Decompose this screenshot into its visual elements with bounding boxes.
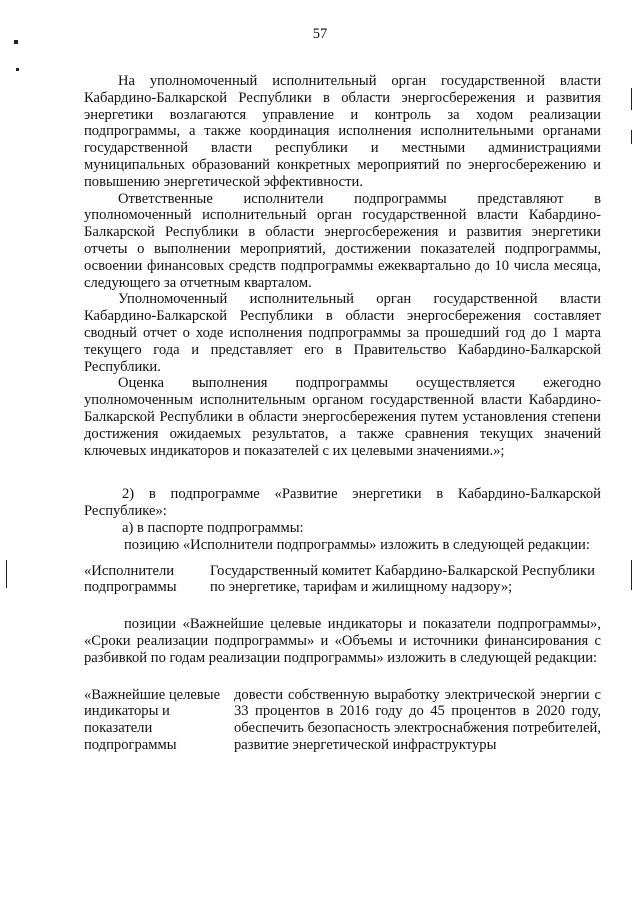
paragraph: Уполномоченный исполнительный орган государственной власти Кабардино-Балкарской Республики в области энергосбережения составляет сводный отчет о ходе исполнения подпрограммы за прошедший год до 1 марта текущего года и представляет его в Правительство Кабардино-Балкарской Республики. [84,291,601,375]
document-body [84,73,601,754]
table-value: довести собственную выработку электрической энергии с 33 процентов в 2016 году до 45 процентов в 2020 году, обеспечить безопасность электроснабжения потребителей, развитие энергетической инфраструктуры [234,686,601,753]
table-row-executors [84,563,601,597]
positions-indicators-text: позиции «Важнейшие целевые индикаторы и показатели подпрограммы», «Сроки реализации подпрограммы» и «Объемы и источники финансирования с разбивкой по годам реализации подпрограммы» изложить в следующей редакции: [84,616,601,666]
scan-edge-line [631,88,632,110]
table-value: Государственный комитет Кабардино-Балкарской Республики по энергетике, тарифам и жилищному надзору»; [210,562,595,596]
spacer [84,459,601,486]
scan-edge-line [631,560,632,590]
paragraph: На уполномоченный исполнительный орган государственной власти Кабардино-Балкарской Республики в области энергосбережения и развития энергетики возлагаются управление и контроль за ходом реализации подпрограммы, а также координация исполнения исполнительными органами государственной власти республики и местными администрациями муниципальных образований конкретных мероприятий по энергосбережению и повышению энергетической эффективности. [84,73,601,190]
scan-edge-line [631,130,632,144]
paragraph: Оценка выполнения подпрограммы осуществляется ежегодно уполномоченным исполнительным органом государственной власти Кабардино-Балкарской Республики в области энергосбережения путем установления степени достижения ожидаемых результатов, а также сравнения текущих значений ключевых индикаторов и показателей с их целевыми значениями.»; [84,375,601,459]
scan-mark [16,68,19,71]
table-label: «Важнейшие целевые индикаторы и показатели подпрограммы [84,686,221,753]
table-label: «Исполнители подпрограммы [84,562,177,596]
position-executors-text: позицию «Исполнители подпрограммы» изложить в следующей редакции: [124,536,590,553]
page-number: 57 [312,26,328,42]
scan-edge-line [6,560,7,588]
list-item-2a: а) в паспорте подпрограммы: [122,519,304,536]
paragraph: Ответственные исполнители подпрограммы представляют в уполномоченный исполнительный орган государственной власти Кабардино-Балкарской Республики в области энергосбережения и развития энергетики отчеты о выполнении мероприятий, достижении показателей подпрограммы, освоении финансовых средств подпрограммы ежеквартально до 10 числа месяца, следующего за отчетным кварталом. [84,190,601,291]
table-row-indicators [84,687,601,754]
list-item-2: 2) в подпрограмме «Развитие энергетики в Кабардино-Балкарской Республике»: [84,486,601,520]
